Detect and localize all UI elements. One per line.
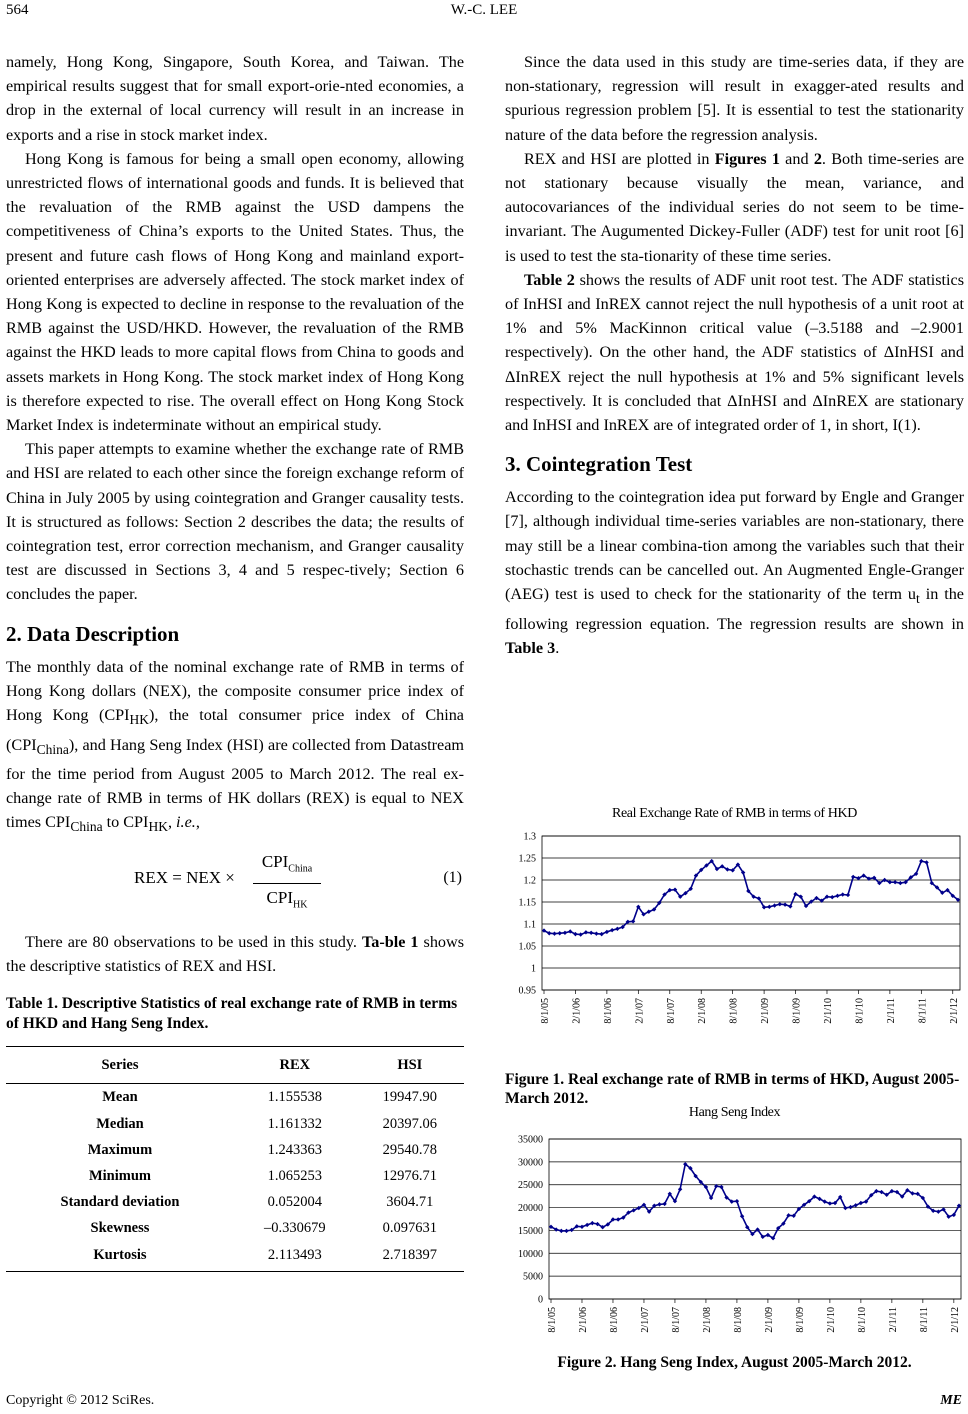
equation-1 [6,846,464,920]
x-tick-label: 8/1/08 [732,1307,744,1333]
left-column [6,50,464,1272]
paragraph [505,147,964,268]
y-tick-label: 10000 [518,1248,543,1260]
x-tick-label: 8/1/07 [670,1307,682,1333]
subscript: HK [293,899,308,911]
text-run: . [555,638,560,657]
text-run: shows the descriptive statistics of REX and HSI. [6,932,464,975]
subscript: HK [148,819,168,835]
right-column [505,50,964,660]
text-run: to CPI [102,813,149,832]
table-cell: Mean [102,1089,138,1106]
data-point [580,1225,584,1229]
data-point [835,894,839,898]
subscript: HK [129,712,150,728]
text-run: The monthly data of the nominal exchange rate of RMB in terms of Hong Kong dollars (NEX), the composite consumer price index of Hong Kong (CPI [6,657,464,725]
x-tick-label: 2/1/10 [825,1307,837,1333]
table-caption: Table 1. Descriptive Statistics of real exchange rate of RMB in terms of HKD and Hang Seng Index. [6,995,458,1033]
table-cell: Minimum [88,1168,151,1185]
x-tick-label: 8/1/05 [540,998,551,1024]
data-point [772,903,776,907]
data-point [846,893,850,897]
equation-fraction [253,850,321,918]
data-point [563,931,567,935]
y-tick-label: 1.05 [518,941,536,953]
footer-copyright: Copyright © 2012 SciRes. [6,1393,155,1408]
plot-area-border [542,836,960,990]
figure-caption: Figure 1. Real exchange rate of RMB in terms of HKD, August 2005-March 2012. [505,1071,960,1107]
paragraph [505,268,964,437]
table-row [6,1111,464,1137]
table-header-row [6,1047,464,1084]
table-row [6,1084,464,1111]
data-point [605,930,609,934]
data-point [735,1199,739,1203]
table-cell: 2.113493 [234,1242,356,1272]
page-number: 564 [6,2,29,18]
data-point [893,880,897,884]
data-point [589,931,593,935]
subscript: China [288,863,313,875]
x-tick-label: 8/1/10 [856,1307,868,1333]
text-run: REX and HSI are plotted in [524,149,715,168]
table-header-cell: Series [6,1047,234,1084]
table-cell: Kurtosis [6,1242,234,1272]
descriptive-statistics-table [6,1046,464,1272]
table-row [6,1137,464,1163]
paragraph: This paper attempts to examine whether the exchange rate of RMB and HSI are related to each other since the foreign exchange reform of China in July 2005 by using cointegration and Granger causality tests. It is structured as follows: Section 2 describes the data; the results of cointegration test, error correction mechanism, and Granger causality test are discussed in Sections 3, 4 and 5 respec-tively; Section 6 concludes the paper. [6,440,464,604]
data-point [564,1229,568,1233]
text-run: . Both time-series are not stationary because visually the mean, variance, and autocovariances of the individual series do not seem to be time-invariant. The Augumented Dickey-Fuller (ADF) test for unit root [6] is used to test the sta-tionarity of these time series. [505,149,965,265]
equation-number: (1) [443,868,462,886]
figure-2 [505,1105,964,1372]
x-tick-label: 2/1/10 [822,998,834,1024]
table-cell: 19947.90 [382,1089,438,1106]
paragraph [505,485,964,660]
table-header-cell: HSI [356,1047,464,1084]
x-tick-label: 8/1/08 [728,998,740,1024]
table-cell: 0.052004 [267,1194,322,1211]
figure-reference: 2 [813,149,822,168]
table-cell: 1.243363 [267,1141,322,1158]
table-row [6,1242,464,1272]
series-line [551,1164,959,1238]
y-tick-label: 1.15 [518,897,536,909]
table-cell: 29540.78 [382,1141,438,1158]
hsi-line-chart [505,1131,964,1347]
x-tick-label: 2/1/09 [763,1307,775,1333]
y-tick-label: 0.95 [518,985,536,997]
subscript: China [36,741,69,757]
y-tick-label: 1.2 [523,875,536,887]
data-point [631,919,635,923]
table-reference: Ta-ble 1 [361,932,419,951]
y-tick-label: 35000 [518,1134,543,1146]
equation-denominator [253,884,321,918]
text-run: shows the results of ADF unit root test. The ADF statistics of InHSI and InREX cannot reject the null hypothesis of a unit root at 1% and 5% MacKinnon critical value (–3.5188 and –2.9001 respectively). On the other hand, the ADF statistics of ΔInHSI and ΔInREX reject the null hypothesis at 1% and 5% significant levels respectively. It is concluded that ΔInHSI and ΔInREX are stationary and InHSI and InREX are of integrated order of 1, in short, I(1). [505,270,964,435]
data-point [888,880,892,884]
figure-caption: Figure 2. Hang Seng Index, August 2005-March 2012. [557,1354,912,1371]
x-tick-label: 2/1/12 [949,1307,961,1333]
table-cell: Maximum [87,1141,153,1158]
text-run: and [779,149,814,168]
x-tick-label: 8/1/09 [794,1307,806,1333]
x-tick-label: 8/1/09 [791,998,803,1024]
text-run: ), the total consumer price index of China (CPI [6,706,464,754]
y-tick-label: 1.25 [518,853,536,865]
table-cell: 2.718397 [356,1242,464,1272]
table-header-cell: REX [234,1047,356,1084]
data-point [924,860,928,864]
plot-area-border [549,1139,961,1299]
data-point [778,902,782,906]
x-tick-label: 2/1/11 [887,1307,899,1333]
data-point [594,931,598,935]
footer-journal: ME [940,1393,962,1408]
section-heading: 3. Cointegration Test [505,452,693,477]
x-tick-label: 8/1/06 [608,1307,620,1333]
table-body [6,1084,464,1271]
data-point [585,1223,589,1227]
data-point [590,1221,594,1225]
table-cell: Standard deviation [60,1194,180,1211]
data-point [851,875,855,879]
table-row [6,1215,464,1241]
table-cell: 3604.71 [386,1194,434,1211]
series-line [544,861,958,935]
equation-lhs: REX = NEX × [134,867,235,887]
table-cell: 0.097631 [382,1220,438,1237]
x-tick-label: 2/1/07 [639,1307,651,1333]
y-tick-label: 25000 [518,1180,543,1192]
text-run: CPI [266,888,293,908]
text-run: CPI [261,851,289,871]
x-tick-label: 2/1/07 [634,998,646,1024]
y-tick-label: 1.1 [523,919,536,931]
table-cell: 12976.71 [382,1168,438,1185]
data-point [783,902,787,906]
paragraph [6,655,464,840]
table-reference: Table 3 [505,638,556,657]
text-run: According to the cointegration idea put forward by Engle and Granger [7], although individual time-series variables are non-stationary, there may still be a linear combina-tion among the variables such that their stochastic trends can be cancelled out. An Augmented Engle-Granger (AEG) test is used to check for the stationarity of the term u [505,488,964,604]
x-tick-label: 2/1/08 [701,1307,713,1333]
x-tick-label: 8/1/11 [917,998,929,1024]
x-tick-label: 2/1/06 [571,998,583,1024]
data-point [828,1201,832,1205]
x-tick-label: 8/1/07 [665,998,677,1024]
x-tick-label: 8/1/10 [854,998,866,1024]
data-point [552,931,556,935]
data-point [848,1205,852,1209]
section-heading: 2. Data Description [6,621,180,646]
subscript: t [916,591,920,607]
x-tick-label: 2/1/08 [697,998,709,1024]
data-point [616,1217,620,1221]
data-point [578,932,582,936]
table-cell: Median [96,1115,144,1132]
text-run: i.e. [176,813,196,832]
paragraph [6,930,464,978]
x-tick-label: 2/1/11 [885,998,897,1024]
data-point [559,1229,563,1233]
data-point [558,931,562,935]
paragraph: Hong Kong is famous for being a small open economy, allowing unrestricted flows of international goods and funds. It is believed that the revaluation of the RMB against the USD dampens the competitiveness of China’s exports to the United States. Thus, the present and future cash flows of Hong Kong and mainland export-oriented enterprises are adversely affected. The stock market index of Hong Kong is expected to decline in response to the revaluation of the RMB against the USD/HKD. However, the revaluation of the RMB against the HKD leads to more capital flows from China to goods and assets markets in Hong Kong. The stock market index of Hong Kong is therefore expected to rise. The overall effect on Hong Kong Stock Market Index is indeterminate without an empirical study. [6,149,464,435]
x-tick-label: 8/1/11 [918,1307,930,1333]
subscript: China [70,819,103,835]
running-header-author: W.-C. LEE [450,2,518,18]
data-point [657,1202,661,1206]
text-run: , [167,813,177,832]
chart-title: Hang Seng Index [688,1105,781,1120]
table-cell: 1.155538 [267,1089,322,1106]
table-cell: Skewness [90,1220,150,1237]
equation-numerator [253,850,321,885]
y-tick-label: 30000 [518,1157,543,1169]
table-cell: –0.330679 [264,1220,326,1237]
y-tick-label: 20000 [518,1203,543,1215]
data-point [610,928,614,932]
y-tick-label: 15000 [518,1225,543,1237]
table-cell: 1.065253 [267,1168,322,1185]
x-tick-label: 2/1/06 [577,1307,589,1333]
figure-1 [505,806,964,1108]
table-reference: Table 2 [524,270,575,289]
data-point [841,892,845,896]
chart-title: Real Exchange Rate of RMB in terms of HKD [612,806,857,821]
data-point [830,895,834,899]
y-tick-label: 5000 [523,1271,543,1283]
data-point [788,904,792,908]
text-run: , [195,813,200,832]
x-tick-label: 2/1/09 [760,998,772,1024]
x-tick-label: 8/1/06 [602,998,614,1024]
text-run: in the following regression equation. The regression results are shown in [505,585,964,633]
x-tick-label: 2/1/12 [948,998,960,1024]
data-point [898,881,902,885]
text-run: There are 80 observations to be used in this study. [25,932,362,951]
y-tick-label: 0 [538,1294,543,1306]
table-cell: 20397.06 [382,1115,438,1132]
y-tick-label: 1 [531,963,536,975]
table-row [6,1163,464,1189]
paragraph: namely, Hong Kong, Singapore, South Korea, and Taiwan. The empirical results suggest that for small export-orie-nted economies, a drop in the external of local currency will result in an increase in exports and a rise in stock market index. [6,53,464,144]
data-point [919,859,923,863]
table-row [6,1189,464,1215]
paragraph: Since the data used in this study are time-series data, if they are non-stationary, regression will result in exagger-ated results and spurious regression problem [5]. It is essential to test the stationarity nature of the data before the regression analysis. [505,53,964,144]
text-run: ), and Hang Seng Index (HSI) are collected from Datastream for the time period from August 2005 to March 2012. The real ex-change rate of RMB in terms of HK dollars (REX) is equal to NEX times CPI [6,735,464,832]
data-point [767,905,771,909]
x-tick-label: 8/1/05 [547,1307,558,1333]
data-point [615,927,619,931]
table-cell: 1.161332 [267,1115,322,1132]
figure-reference: Figures 1 [714,149,780,168]
y-tick-label: 1.3 [523,831,536,843]
rex-line-chart [505,828,964,1060]
